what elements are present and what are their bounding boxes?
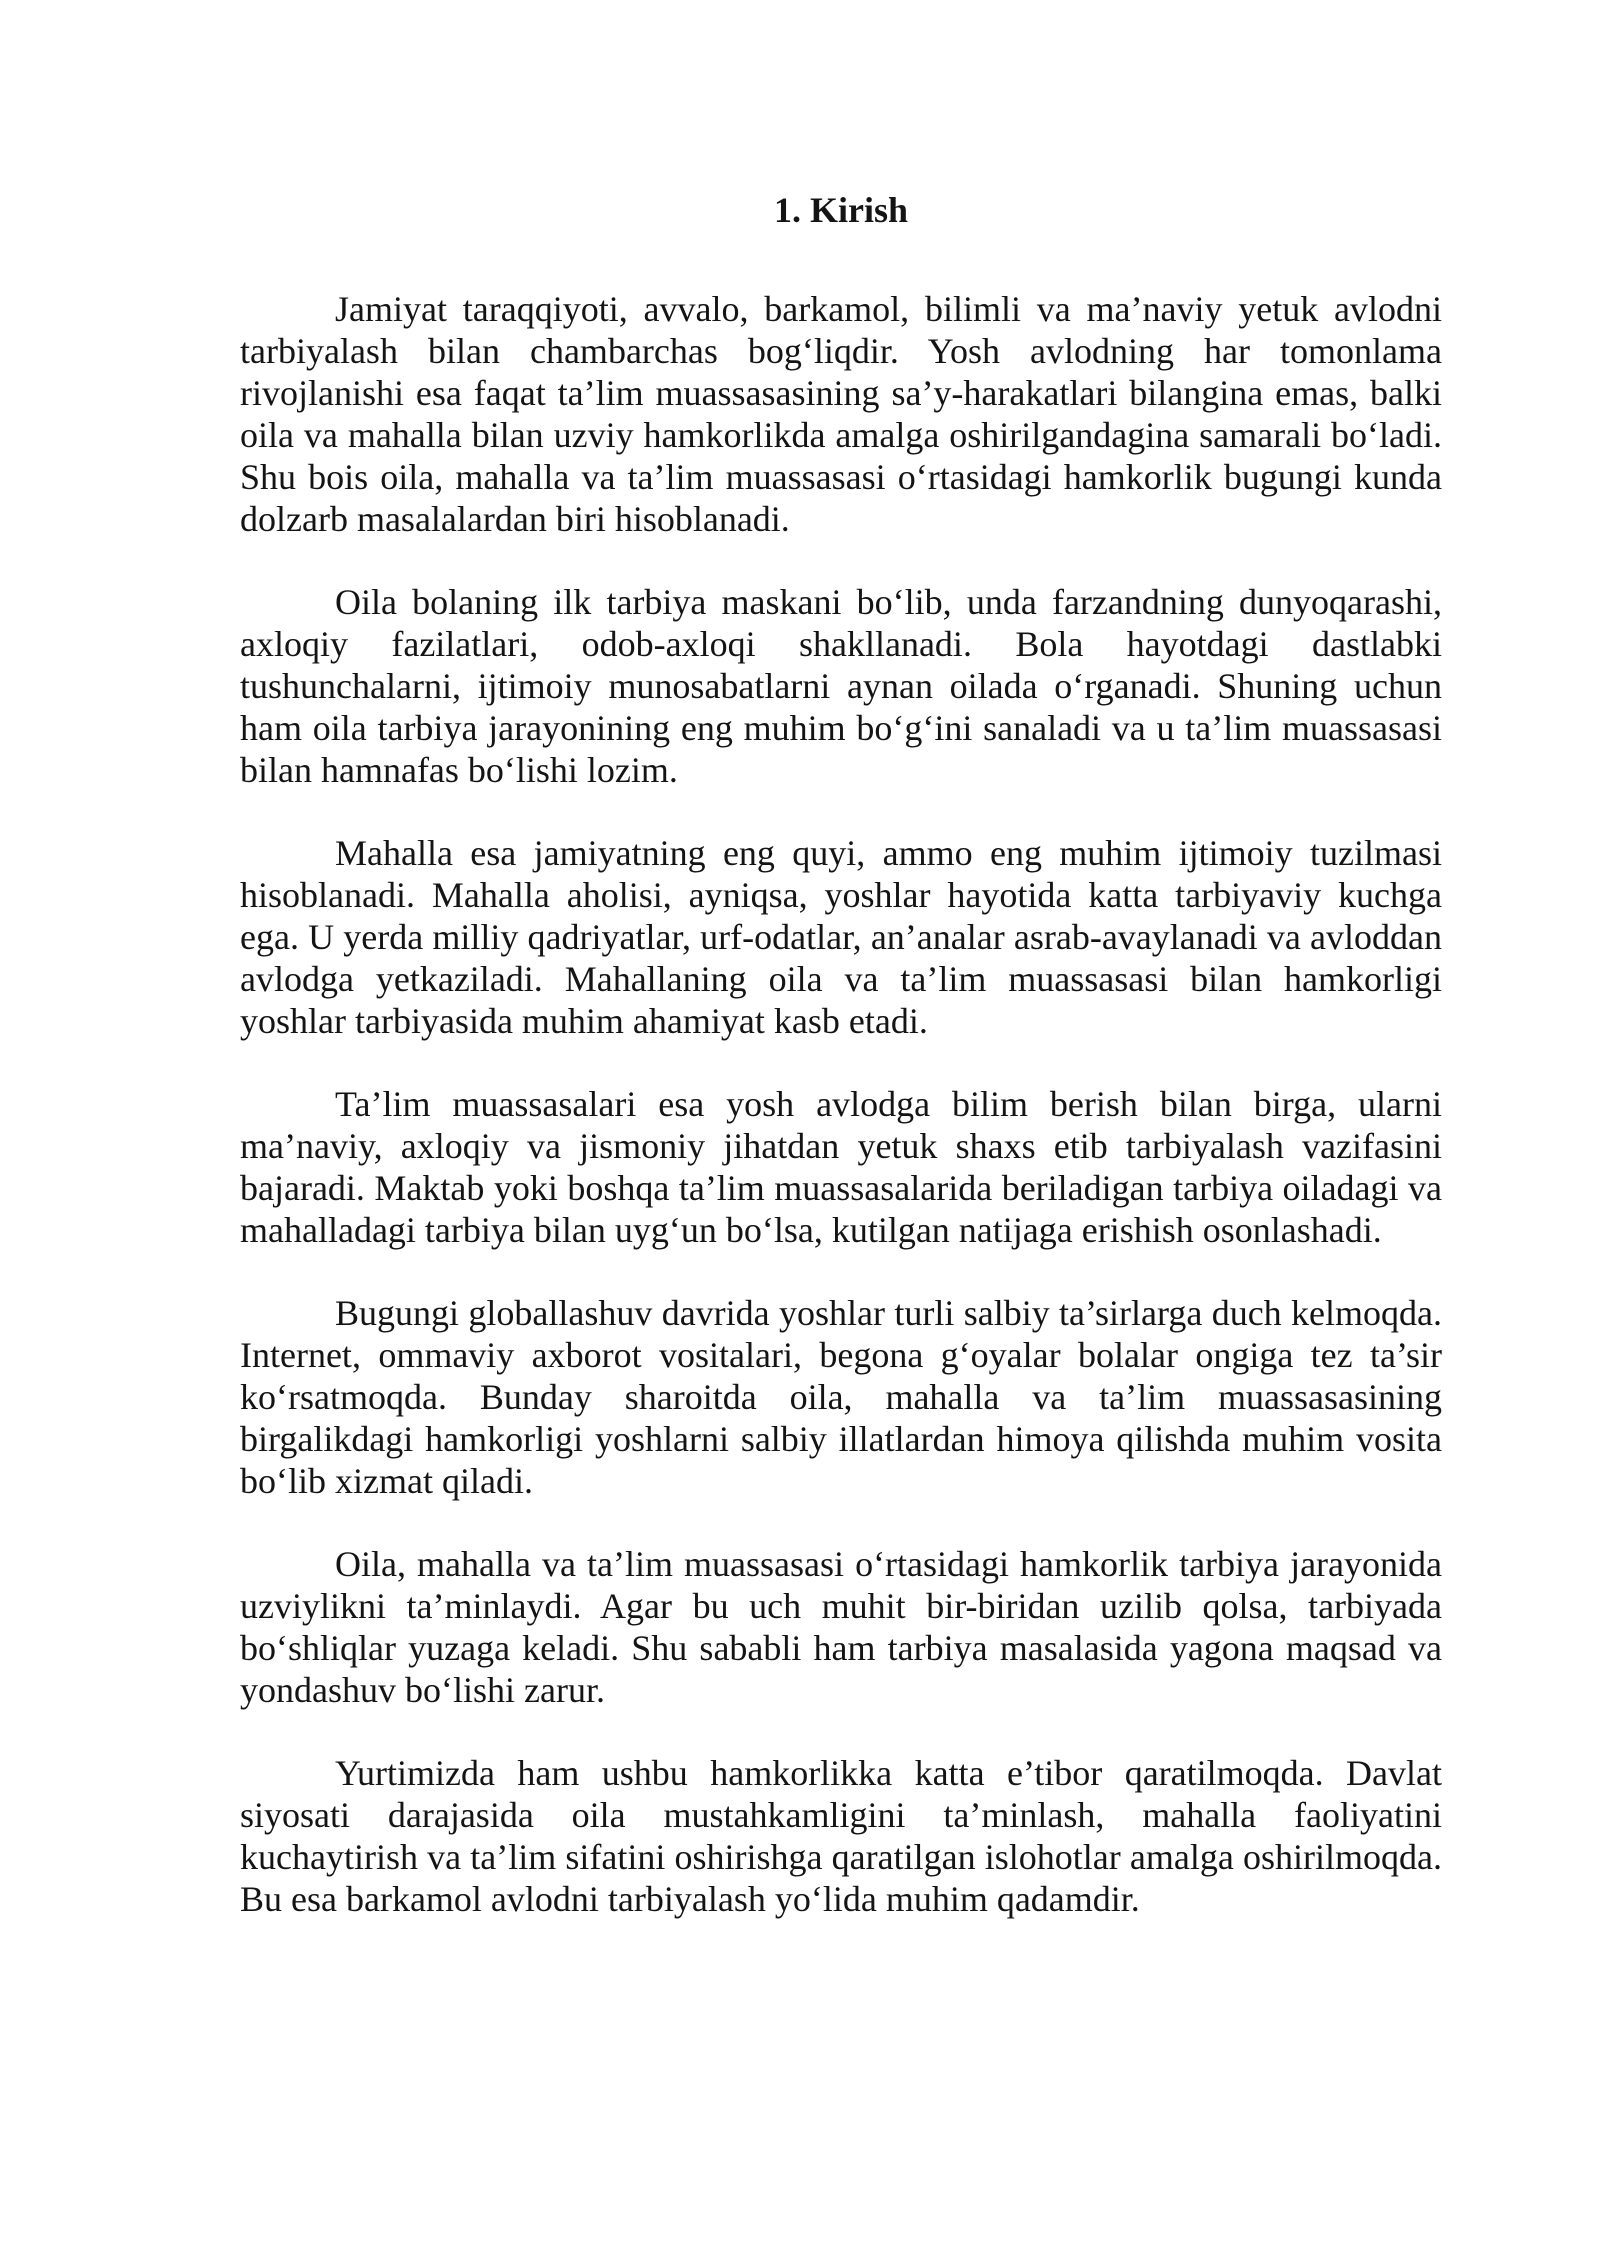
paragraph: Bugungi globallashuv davrida yoshlar turli salbiy ta’sirlarga duch kelmoqda. Internet, ommaviy axborot vositalari, begona g‘oyalar bolalar ongiga tez ta’sir ko‘rsatmoqda. Bunday sharoitda oila, mahalla va ta’lim muassasasining birgalikdagi hamkorligi yoshlarni salbiy illatlardan himoya qilishda muhim vosita bo‘lib xizmat qiladi. xyxy=(240,1293,1442,1501)
paragraph: Oila bolaning ilk tarbiya maskani bo‘lib, unda farzandning dunyoqarashi, axloqiy fazilatlari, odob-axloqi shakllanadi. Bola hayotdagi dastlabki tushunchalarni, ijtimoiy munosabatlarni aynan oilada o‘rganadi. Shuning uchun ham oila tarbiya jarayonining eng muhim bo‘g‘ini sanaladi va u ta’lim muassasasi bilan hamnafas bo‘lishi lozim. xyxy=(240,582,1442,790)
paragraph: Jamiyat taraqqiyoti, avvalo, barkamol, bilimli va ma’naviy yetuk avlodni tarbiyalash bilan chambarchas bog‘liqdir. Yosh avlodning har tomonlama rivojlanishi esa faqat ta’lim muassasasining sa’y-harakatlari bilangina emas, balki oila va mahalla bilan uzviy hamkorlikda amalga oshirilgandagina samarali bo‘ladi. Shu bois oila, mahalla va ta’lim muassasasi o‘rtasidagi hamkorlik bugungi kunda dolzarb masalalardan biri hisoblanadi. xyxy=(240,289,1442,539)
paragraph: Ta’lim muassasalari esa yosh avlodga bilim berish bilan birga, ularni ma’naviy, axloqiy va jismoniy jihatdan yetuk shaxs etib tarbiyalash vazifasini bajaradi. Maktab yoki boshqa ta’lim muassasalarida beriladigan tarbiya oiladagi va mahalladagi tarbiya bilan uyg‘un bo‘lsa, kutilgan natijaga erishish osonlashadi. xyxy=(240,1084,1442,1250)
paragraph: Mahalla esa jamiyatning eng quyi, ammo eng muhim ijtimoiy tuzilmasi hisoblanadi. Mahalla aholisi, ayniqsa, yoshlar hayotida katta tarbiyaviy kuchga ega. U yerda milliy qadriyatlar, urf-odatlar, an’analar asrab-avaylanadi va avloddan avlodga yetkaziladi. Mahallaning oila va ta’lim muassasasi bilan hamkorligi yoshlar tarbiyasida muhim ahamiyat kasb etadi. xyxy=(240,833,1442,1041)
paragraph: Oila, mahalla va ta’lim muassasasi o‘rtasidagi hamkorlik tarbiya jarayonida uzviylikni ta’minlaydi. Agar bu uch muhit bir-biridan uzilib qolsa, tarbiyada bo‘shliqlar yuzaga keladi. Shu sababli ham tarbiya masalasida yagona maqsad va yondashuv bo‘lishi zarur. xyxy=(240,1544,1442,1710)
document-body xyxy=(240,180,1442,1961)
section-heading: 1. Kirish xyxy=(773,190,908,230)
paragraph: Yurtimizda ham ushbu hamkorlikka katta e’tibor qaratilmoqda. Davlat siyosati darajasida oila mustahkamligini ta’minlash, mahalla faoliyatini kuchaytirish va ta’lim sifatini oshirishga qaratilgan islohotlar amalga oshirilmoqda. Bu esa barkamol avlodni tarbiyalash yo‘lida muhim qadamdir. xyxy=(240,1753,1442,1919)
